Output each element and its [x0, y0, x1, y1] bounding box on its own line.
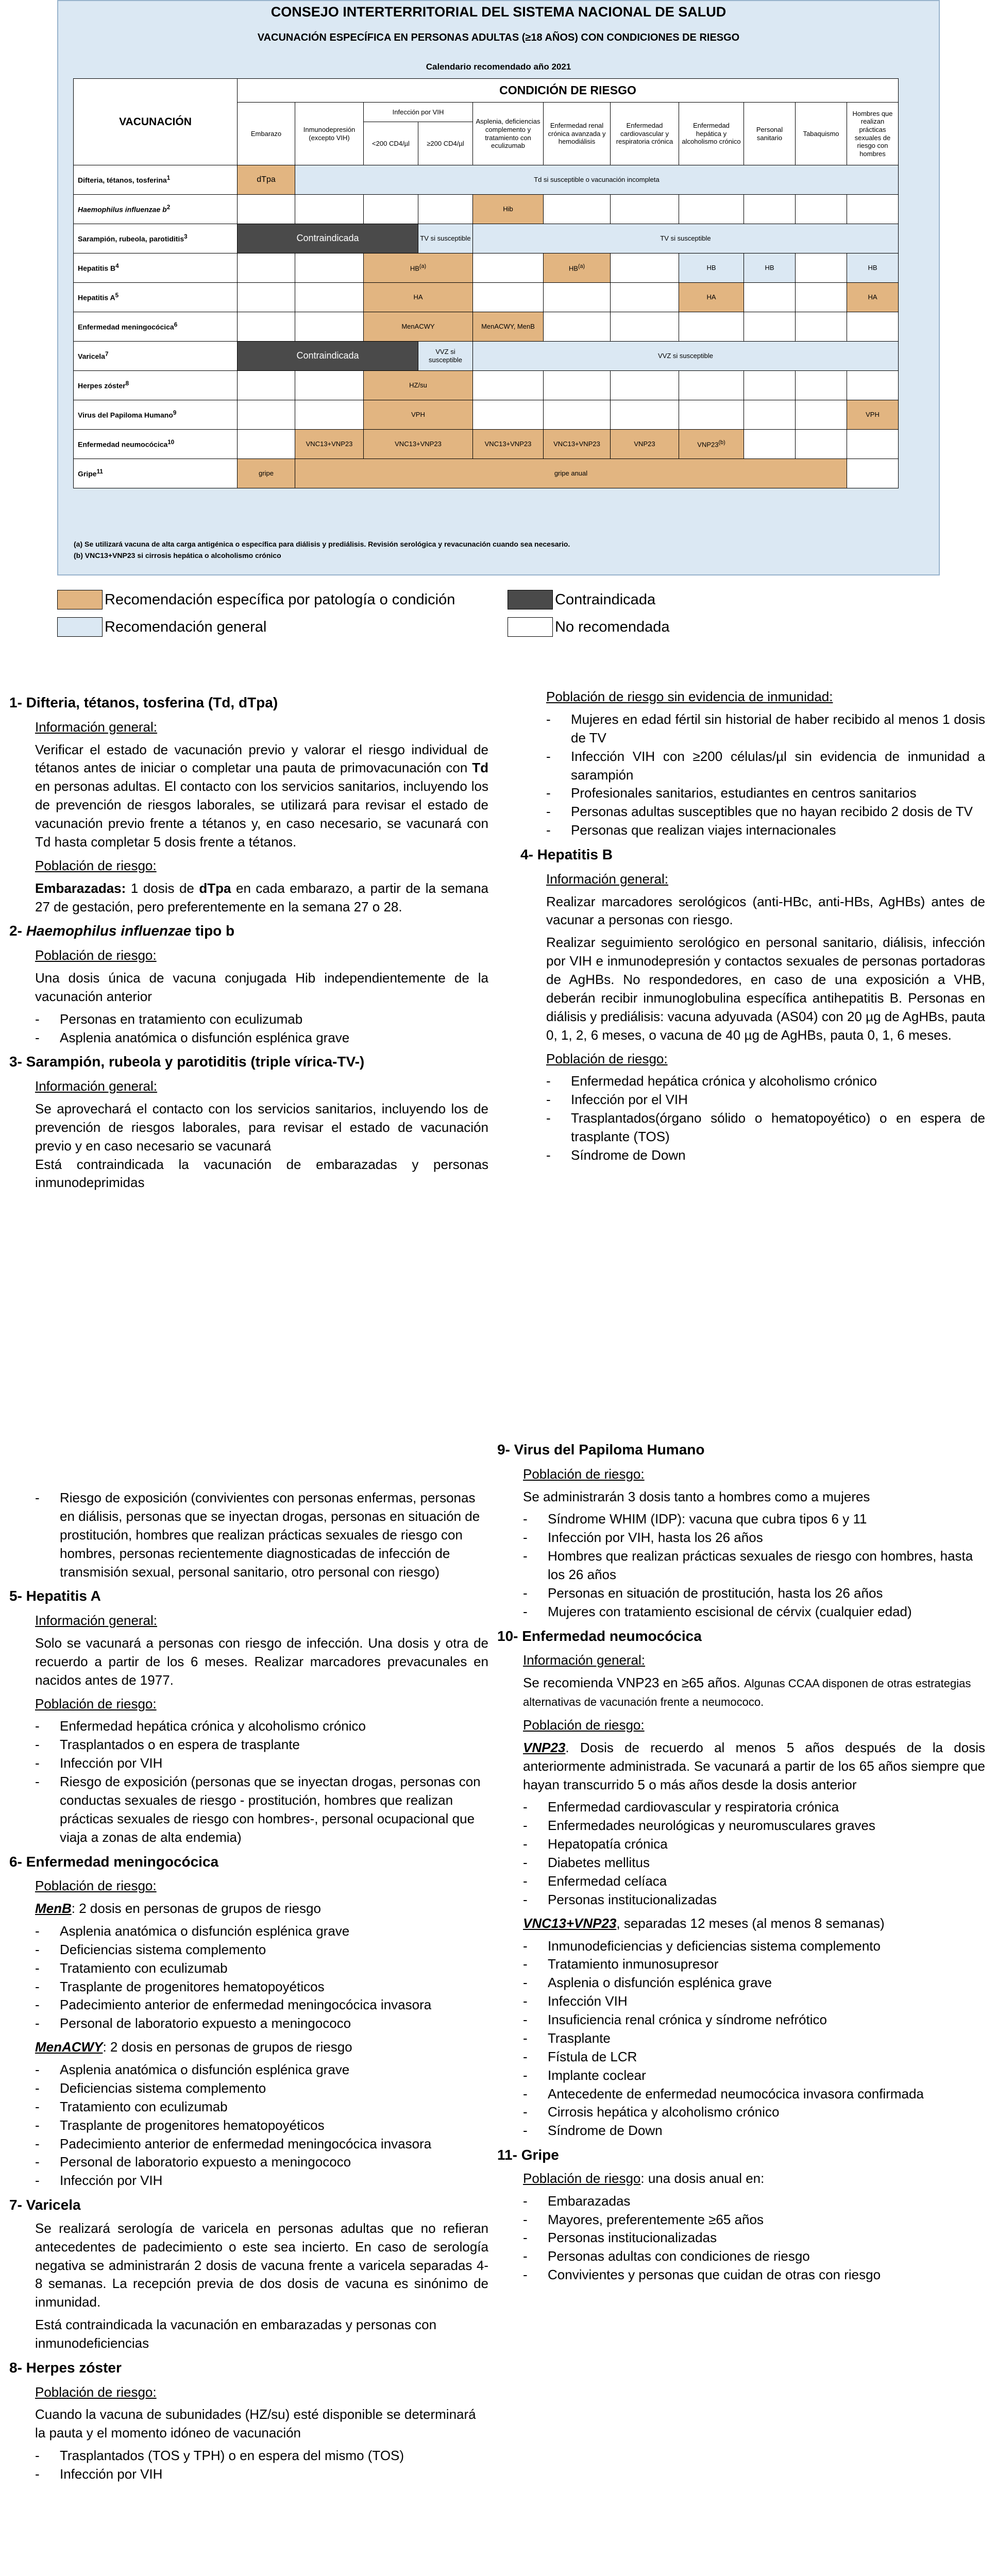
list-item: - Trasplantados o en espera de trasplante [35, 1736, 488, 1754]
cell-menacwy: MenACWY [364, 312, 473, 342]
list-item: - Insuficiencia renal crónica y síndrome nefrótico [523, 2011, 985, 2029]
list-item: - Infección por el VIH [546, 1091, 985, 1109]
list-item: - Trasplante de progenitores hematopoyéticos [35, 1978, 488, 1996]
row-name: Herpes zóster$^8$ [74, 371, 238, 400]
s10-vnc: VNC13+VNP23, separadas 12 meses (al menos 8 semanas) [523, 1915, 885, 1931]
cell-vvz-vih: VVZ si susceptible [418, 342, 473, 371]
legend-label: No recomendada [555, 619, 670, 635]
list-item: - Infección por VIH [35, 2465, 488, 2484]
hdr-vih-ge200: ≥200 CD4/µl [418, 122, 473, 165]
list-item: - Trasplante [523, 2029, 985, 2048]
list-item: - Deficiencias sistema complemento [35, 1941, 488, 1959]
list-item: - Asplenia anatómica o disfunción esplénica grave [35, 1029, 488, 1047]
list-item: - Tratamiento con eculizumab [35, 1959, 488, 1978]
s6-menacwy: MenACWY: 2 dosis en personas de grupos de riesgo [35, 2039, 352, 2055]
list-item: - Asplenia o disfunción esplénica grave [523, 1974, 985, 1992]
cell-ha-hepatica: HA [679, 283, 744, 312]
col-condicion: CONDICIÓN DE RIESGO [238, 79, 899, 103]
section-1-title: 1- Difteria, tétanos, tosferina (Td, dTpa) [9, 694, 278, 710]
list-item: - Infección VIH [523, 1992, 985, 2011]
cell-ha-hsh: HA [847, 283, 899, 312]
s5-list [35, 1717, 488, 1846]
s5-p: Solo se vacunará a personas con riesgo de infección. Una dosis y otra de recuerdo a partir de los 6 meses. Realizar marcadores prevacunales en nacidos antes de 1977. [35, 1635, 488, 1688]
list-item: - Trasplantados (TOS y TPH) o en espera del mismo (TOS) [35, 2447, 488, 2465]
s3-p1: Se aprovechará el contacto con los servicios sanitarios, incluyendo los de prevención de riesgos laborales, para revisar el estado de vacunación previo y en caso necesario se vacunará [35, 1100, 488, 1154]
row-name: Enfermedad neumocócica$^{10}$ [74, 430, 238, 459]
cell-hib: Hib [473, 195, 544, 224]
panel-calendar: Calendario recomendado año 2021 [426, 62, 571, 72]
cell-hb-hepatica: HB [679, 253, 744, 283]
s7-p2: Está contraindicada la vacunación en embarazadas y personas con inmunodeficiencias [35, 2317, 437, 2351]
vaccination-panel [57, 0, 940, 575]
s10-vnp-list [523, 1798, 985, 1909]
cell-contraindicada: Contraindicada [238, 342, 418, 371]
list-item: - Personas institucionalizadas [523, 1891, 985, 1909]
cell-gripe-anual: gripe anual [295, 459, 847, 488]
list-item: - Enfermedad celíaca [523, 1872, 985, 1891]
list-item: - Tratamiento con eculizumab [35, 2098, 488, 2116]
row-name: Sarampión, rubeola, parotiditis$^3$ [74, 224, 238, 253]
s3b-list [546, 710, 985, 840]
section-2-title: 2- Haemophilus influenzae tipo b [9, 923, 235, 939]
subheading: Población de riesgo: [523, 1466, 645, 1482]
s11-pob: Población de riesgo: una dosis anual en: [523, 2170, 765, 2186]
row-name: Varicela$^7$ [74, 342, 238, 371]
cell-vnp-cardio: VNP23 [611, 430, 679, 459]
list-item: - Personal de laboratorio expuesto a meningococo [35, 2014, 488, 2033]
section-10-title: 10- Enfermedad neumocócica [497, 1628, 702, 1644]
list-item: - Mayores, preferentemente ≥65 años [523, 2211, 985, 2229]
subheading: Información general: [35, 1613, 158, 1628]
subheading: Información general: [35, 1078, 158, 1094]
cell-dtpa: dTpa [238, 165, 295, 195]
subheading: Población de riesgo: [523, 1717, 645, 1733]
s6-menb-list [35, 1922, 488, 2033]
s4-p2: Realizar seguimiento serológico en personal sanitario, diálisis, infección por VIH e inmunodepresión y contactos sexuales de personas portadoras de AgHBs. No respondedores, en caso de una exposición a VHB, deberán recibir inmunoglobulina específica antihepatitis B. Personas en diálisis y prediálisis: vacuna adyuvada (AS04) con 20 µg de AgHBs, pauta 0, 1, 2, 6 meses, o vacuna de 40 µg de AgHBs, pauta 0, 1, 6 meses. [546, 935, 985, 1043]
s9-list [523, 1510, 985, 1621]
list-item: - Riesgo de exposición (personas que se inyectan drogas, personas con conductas sexuales de riesgo - prostitución, hombres que realizan prácticas sexuales de riesgo con hombres-, personal ocupacional que viaja a zonas de alta endemia) [35, 1773, 488, 1847]
list-item: - Antecedente de enfermedad neumocócica invasora confirmada [523, 2085, 985, 2104]
section-9-title: 9- Virus del Papiloma Humano [497, 1442, 705, 1458]
list-item: - Cirrosis hepática y alcoholismo crónico [523, 2103, 985, 2122]
cell-contraindicada: Contraindicada [238, 224, 418, 253]
hdr-tabaquismo: Tabaquismo [796, 103, 847, 165]
subheading: Población de riesgo: [35, 857, 157, 873]
section-6-title: 6- Enfermedad meningocócica [9, 1853, 219, 1870]
hdr-inmuno: Inmunodepresión (excepto VIH) [295, 103, 364, 165]
list-item: - Trasplante de progenitores hematopoyéticos [35, 2116, 488, 2135]
cell-vph-vih: VPH [364, 400, 473, 430]
list-item: - Padecimiento anterior de enfermedad meningocócica invasora [35, 2135, 488, 2154]
cell-hb-hsh: HB [847, 253, 899, 283]
subheading: Información general: [35, 719, 158, 735]
list-item: - Asplenia anatómica o disfunción esplénica grave [35, 2061, 488, 2079]
panel-subtitle: VACUNACIÓN ESPECÍFICA EN PERSONAS ADULTAS (≥18 AÑOS) CON CONDICIONES DE RIESGO [257, 32, 740, 43]
cell-vvz: VVZ si susceptible [473, 342, 899, 371]
list-item: - Trasplantados(órgano sólido o hematopoyético) o en espera de trasplante (TOS) [546, 1109, 985, 1146]
list-item: - Tratamiento inmunosupresor [523, 1955, 985, 1974]
vaccination-table [73, 78, 899, 488]
note-a: (a) Se utilizará vacuna de alta carga antigénica o específica para diálisis y prediálisis. Revisión serológica y revacunación cuando sea necesario. [74, 540, 570, 548]
hdr-hepatica: Enfermedad hepática y alcoholismo crónico [679, 103, 744, 165]
list-item: - Personal de laboratorio expuesto a meningococo [35, 2153, 488, 2172]
subheading: Población de riesgo: [35, 1878, 157, 1894]
cell-menacwy-menb: MenACWY, MenB [473, 312, 544, 342]
cell-vnc-renal: VNC13+VNP23 [544, 430, 611, 459]
cell-vnc-asplenia: VNC13+VNP23 [473, 430, 544, 459]
cell-vph-hsh: VPH [847, 400, 899, 430]
s3-p2: Está contraindicada la vacunación de embarazadas y personas inmunodeprimidas [35, 1156, 488, 1191]
subheading: Información general: [523, 1652, 646, 1668]
list-item: - Inmunodeficiencias y deficiencias sistema complemento [523, 1937, 985, 1956]
subheading: Información general: [546, 871, 669, 887]
subheading: Población de riesgo: [35, 1696, 157, 1711]
list-item: - Asplenia anatómica o disfunción esplénica grave [35, 1922, 488, 1941]
s4b-list [35, 1489, 488, 1581]
cell-tv-vih: TV si susceptible [418, 224, 473, 253]
cell-vnp-hepatica: VNP23$^{(b)}$ [679, 430, 744, 459]
hdr-renal: Enfermedad renal crónica avanzada y hemodiálisis [544, 103, 611, 165]
cell-ha-vih: HA [364, 283, 473, 312]
list-item: - Embarazadas [523, 2192, 985, 2211]
list-item: - Síndrome de Down [546, 1146, 985, 1165]
s8-list [35, 2447, 488, 2484]
list-item: - Síndrome de Down [523, 2122, 985, 2140]
hdr-vih: Infección por VIH [364, 103, 473, 122]
s7-p1: Se realizará serología de varicela en personas adultas que no refieran antecedentes de padecimiento o este sea incierto. En caso de serología negativa se administrarán 2 dosis de vacuna frente a varicela separadas 4-8 semanas. La recepción previa de dos dosis de vacuna es sinónimo de inmunidad. [35, 2220, 488, 2310]
list-item: - Enfermedad hepática crónica y alcoholismo crónico [35, 1717, 488, 1736]
list-item: - Enfermedad hepática crónica y alcoholismo crónico [546, 1072, 985, 1091]
s6-menb: MenB: 2 dosis en personas de grupos de riesgo [35, 1901, 321, 1916]
page2-right [497, 1435, 985, 2290]
list-item: - Personas en situación de prostitución, hasta los 26 años [523, 1584, 985, 1603]
legend-swatch-contraindicada [508, 590, 553, 609]
s9-p: Se administrarán 3 dosis tanto a hombres como a mujeres [523, 1488, 870, 1504]
row-name: Gripe$^{11}$ [74, 459, 238, 488]
page1-right [520, 688, 985, 1170]
list-item: - Infección por VIH [35, 2172, 488, 2190]
list-item: - Infección por VIH, hasta los 26 años [523, 1529, 985, 1547]
cell-gripe: gripe [238, 459, 295, 488]
subheading: Población de riesgo sin evidencia de inmunidad: [546, 689, 833, 704]
section-5-title: 5- Hepatitis A [9, 1588, 101, 1604]
s2-list [35, 1010, 488, 1047]
hdr-vih-lt200: <200 CD4/µl [364, 122, 418, 165]
s4-list [546, 1072, 985, 1164]
list-item: - Personas adultas con condiciones de riesgo [523, 2247, 985, 2266]
s4-p1: Realizar marcadores serológicos (anti-HBc, anti-HBs, AgHBs) antes de vacunar a personas con riesgo. [546, 893, 985, 928]
panel-title: CONSEJO INTERTERRITORIAL DEL SISTEMA NACIONAL DE SALUD [271, 4, 726, 20]
page1-left [9, 688, 488, 1196]
list-item: - Enfermedades neurológicas y neuromusculares graves [523, 1817, 985, 1835]
list-item: - Mujeres en edad fértil sin historial de haber recibido al menos 1 dosis de TV [546, 710, 985, 748]
s6-menacwy-list [35, 2061, 488, 2190]
list-item: - Síndrome WHIM (IDP): vacuna que cubra tipos 6 y 11 [523, 1510, 985, 1529]
list-item: - Padecimiento anterior de enfermedad meningocócica invasora [35, 1996, 488, 2014]
cell-vnc-vih: VNC13+VNP23 [364, 430, 473, 459]
s1-p1: Verificar el estado de vacunación previo y valorar el riesgo individual de tétanos antes de iniciar o completar una pauta de primovacunación con Td en personas adultas. El contacto con los servicios sanitarios, incluyendo los de prevención de riesgos laborales, se utilizará para revisar el estado de vacunación previo frente a tétanos y, en caso necesario, se vacunará con Td hasta completar 5 dosis frente a tétanos. [35, 741, 488, 850]
s10-vnp: VNP23. Dosis de recuerdo al menos 5 años después de la dosis anteriormente administrada. Se vacunará a partir de los 65 años siempre que hayan transcurrido 5 o más años desde la dosis anterior [523, 1739, 985, 1792]
page2-left [9, 1489, 488, 2489]
list-item: - Hepatopatía crónica [523, 1835, 985, 1854]
list-item: - Infección VIH con ≥200 células/µl sin evidencia de inmunidad a sarampión [546, 748, 985, 785]
legend-swatch-especifica [57, 590, 103, 609]
subheading: Población de riesgo: [546, 1050, 668, 1066]
s1-p2: Embarazadas: 1 dosis de dTpa en cada embarazo, a partir de la semana 27 de gestación, pero preferentemente en la semana 27 o 28. [35, 880, 488, 914]
list-item: - Enfermedad cardiovascular y respiratoria crónica [523, 1798, 985, 1817]
list-item: - Diabetes mellitus [523, 1854, 985, 1872]
hdr-sanitario: Personal sanitario [744, 103, 796, 165]
list-item: - Infección por VIH [35, 1754, 488, 1773]
row-name: Hepatitis $B^4$ [74, 253, 238, 283]
list-item: - Personas en tratamiento con eculizumab [35, 1010, 488, 1029]
section-7-title: 7- Varicela [9, 2197, 81, 2213]
list-item: - Personas adultas susceptibles que no hayan recibido 2 dosis de TV [546, 803, 985, 821]
row-name: Virus del Papiloma Humano$^9$ [74, 400, 238, 430]
s10-p1: Se recomienda VNP23 en ≥65 años. Algunas CCAA disponen de otras estrategias alternativas de vacunación frente a neumococo. [523, 1675, 971, 1708]
hdr-embarazo: Embarazo [238, 103, 295, 165]
s2-p: Una dosis única de vacuna conjugada Hib independientemente de la vacunación anterior [35, 970, 488, 1004]
subheading: Población de riesgo: [35, 947, 157, 963]
hdr-hsh: Hombres que realizan prácticas sexuales de riesgo con hombres [847, 103, 899, 165]
list-item: - Fístula de LCR [523, 2048, 985, 2066]
row-name: Hepatitis $A^5$ [74, 283, 238, 312]
subheading: Población de riesgo: [35, 2384, 157, 2400]
hdr-asplenia: Asplenia, deficiencias complemento y tratamiento con eculizumab [473, 103, 544, 165]
s8-p: Cuando la vacuna de subunidades (HZ/su) esté disponible se determinará la pauta y el momento idóneo de vacunación [35, 2406, 476, 2441]
hdr-cardio: Enfermedad cardiovascular y respiratoria crónica [611, 103, 679, 165]
list-item: - Personas que realizan viajes internacionales [546, 821, 985, 840]
list-item: - Implante coclear [523, 2066, 985, 2085]
row-name: Haemophilus influenzae $b^2$ [74, 195, 238, 224]
list-item: - Profesionales sanitarios, estudiantes en centros sanitarios [546, 784, 985, 803]
list-item: - Mujeres con tratamiento escisional de cérvix (cualquier edad) [523, 1603, 985, 1621]
legend-label: Contraindicada [555, 591, 656, 608]
cell-vnc-inmuno: VNC13+VNP23 [295, 430, 364, 459]
s10-vnc-list [523, 1937, 985, 2141]
note-b: (b) VNC13+VNP23 si cirrosis hepática o alcoholismo crónico [74, 551, 281, 560]
cell-hb-renal: HB$^{(a)}$ [544, 253, 611, 283]
cell-hz: HZ/su [364, 371, 473, 400]
list-item: - Deficiencias sistema complemento [35, 2079, 488, 2098]
list-item: - Convivientes y personas que cuidan de otras con riesgo [523, 2266, 985, 2284]
col-vacunacion: VACUNACIÓN [74, 79, 238, 165]
row-name: Enfermedad meningocócica$^6$ [74, 312, 238, 342]
list-item: - Riesgo de exposición (convivientes con personas enfermas, personas en diálisis, personas que se inyectan drogas, personas en situación de prostitución, hombres que realizan prácticas sexuales de riesgo con hombres, personas recientemente diagnosticadas de infección de transmisión sexual, personal sanitario, otro personal con riesgo) [35, 1489, 488, 1581]
section-8-title: 8- Herpes zóster [9, 2359, 122, 2376]
section-4-title: 4- Hepatitis B [520, 846, 613, 862]
legend-swatch-general [57, 617, 103, 637]
cell-hb-sanitario: HB [744, 253, 796, 283]
cell-tv: TV si susceptible [473, 224, 899, 253]
cell-hb-vih: HB$^{(a)}$ [364, 253, 473, 283]
legend-label: Recomendación específica por patología o condición [105, 591, 455, 608]
section-3-title: 3- Sarampión, rubeola y parotiditis (triple vírica-TV-) [9, 1054, 365, 1070]
list-item: - Hombres que realizan prácticas sexuales de riesgo con hombres, hasta los 26 años [523, 1547, 985, 1584]
row-name: Difteria, tétanos, tosferina$^1$ [74, 165, 238, 195]
legend-swatch-no [508, 617, 553, 637]
list-item: - Personas institucionalizadas [523, 2229, 985, 2247]
cell-td: Td si susceptible o vacunación incompleta [295, 165, 899, 195]
legend-label: Recomendación general [105, 619, 267, 635]
s11-list [523, 2192, 985, 2284]
section-11-title: 11- Gripe [497, 2147, 559, 2163]
